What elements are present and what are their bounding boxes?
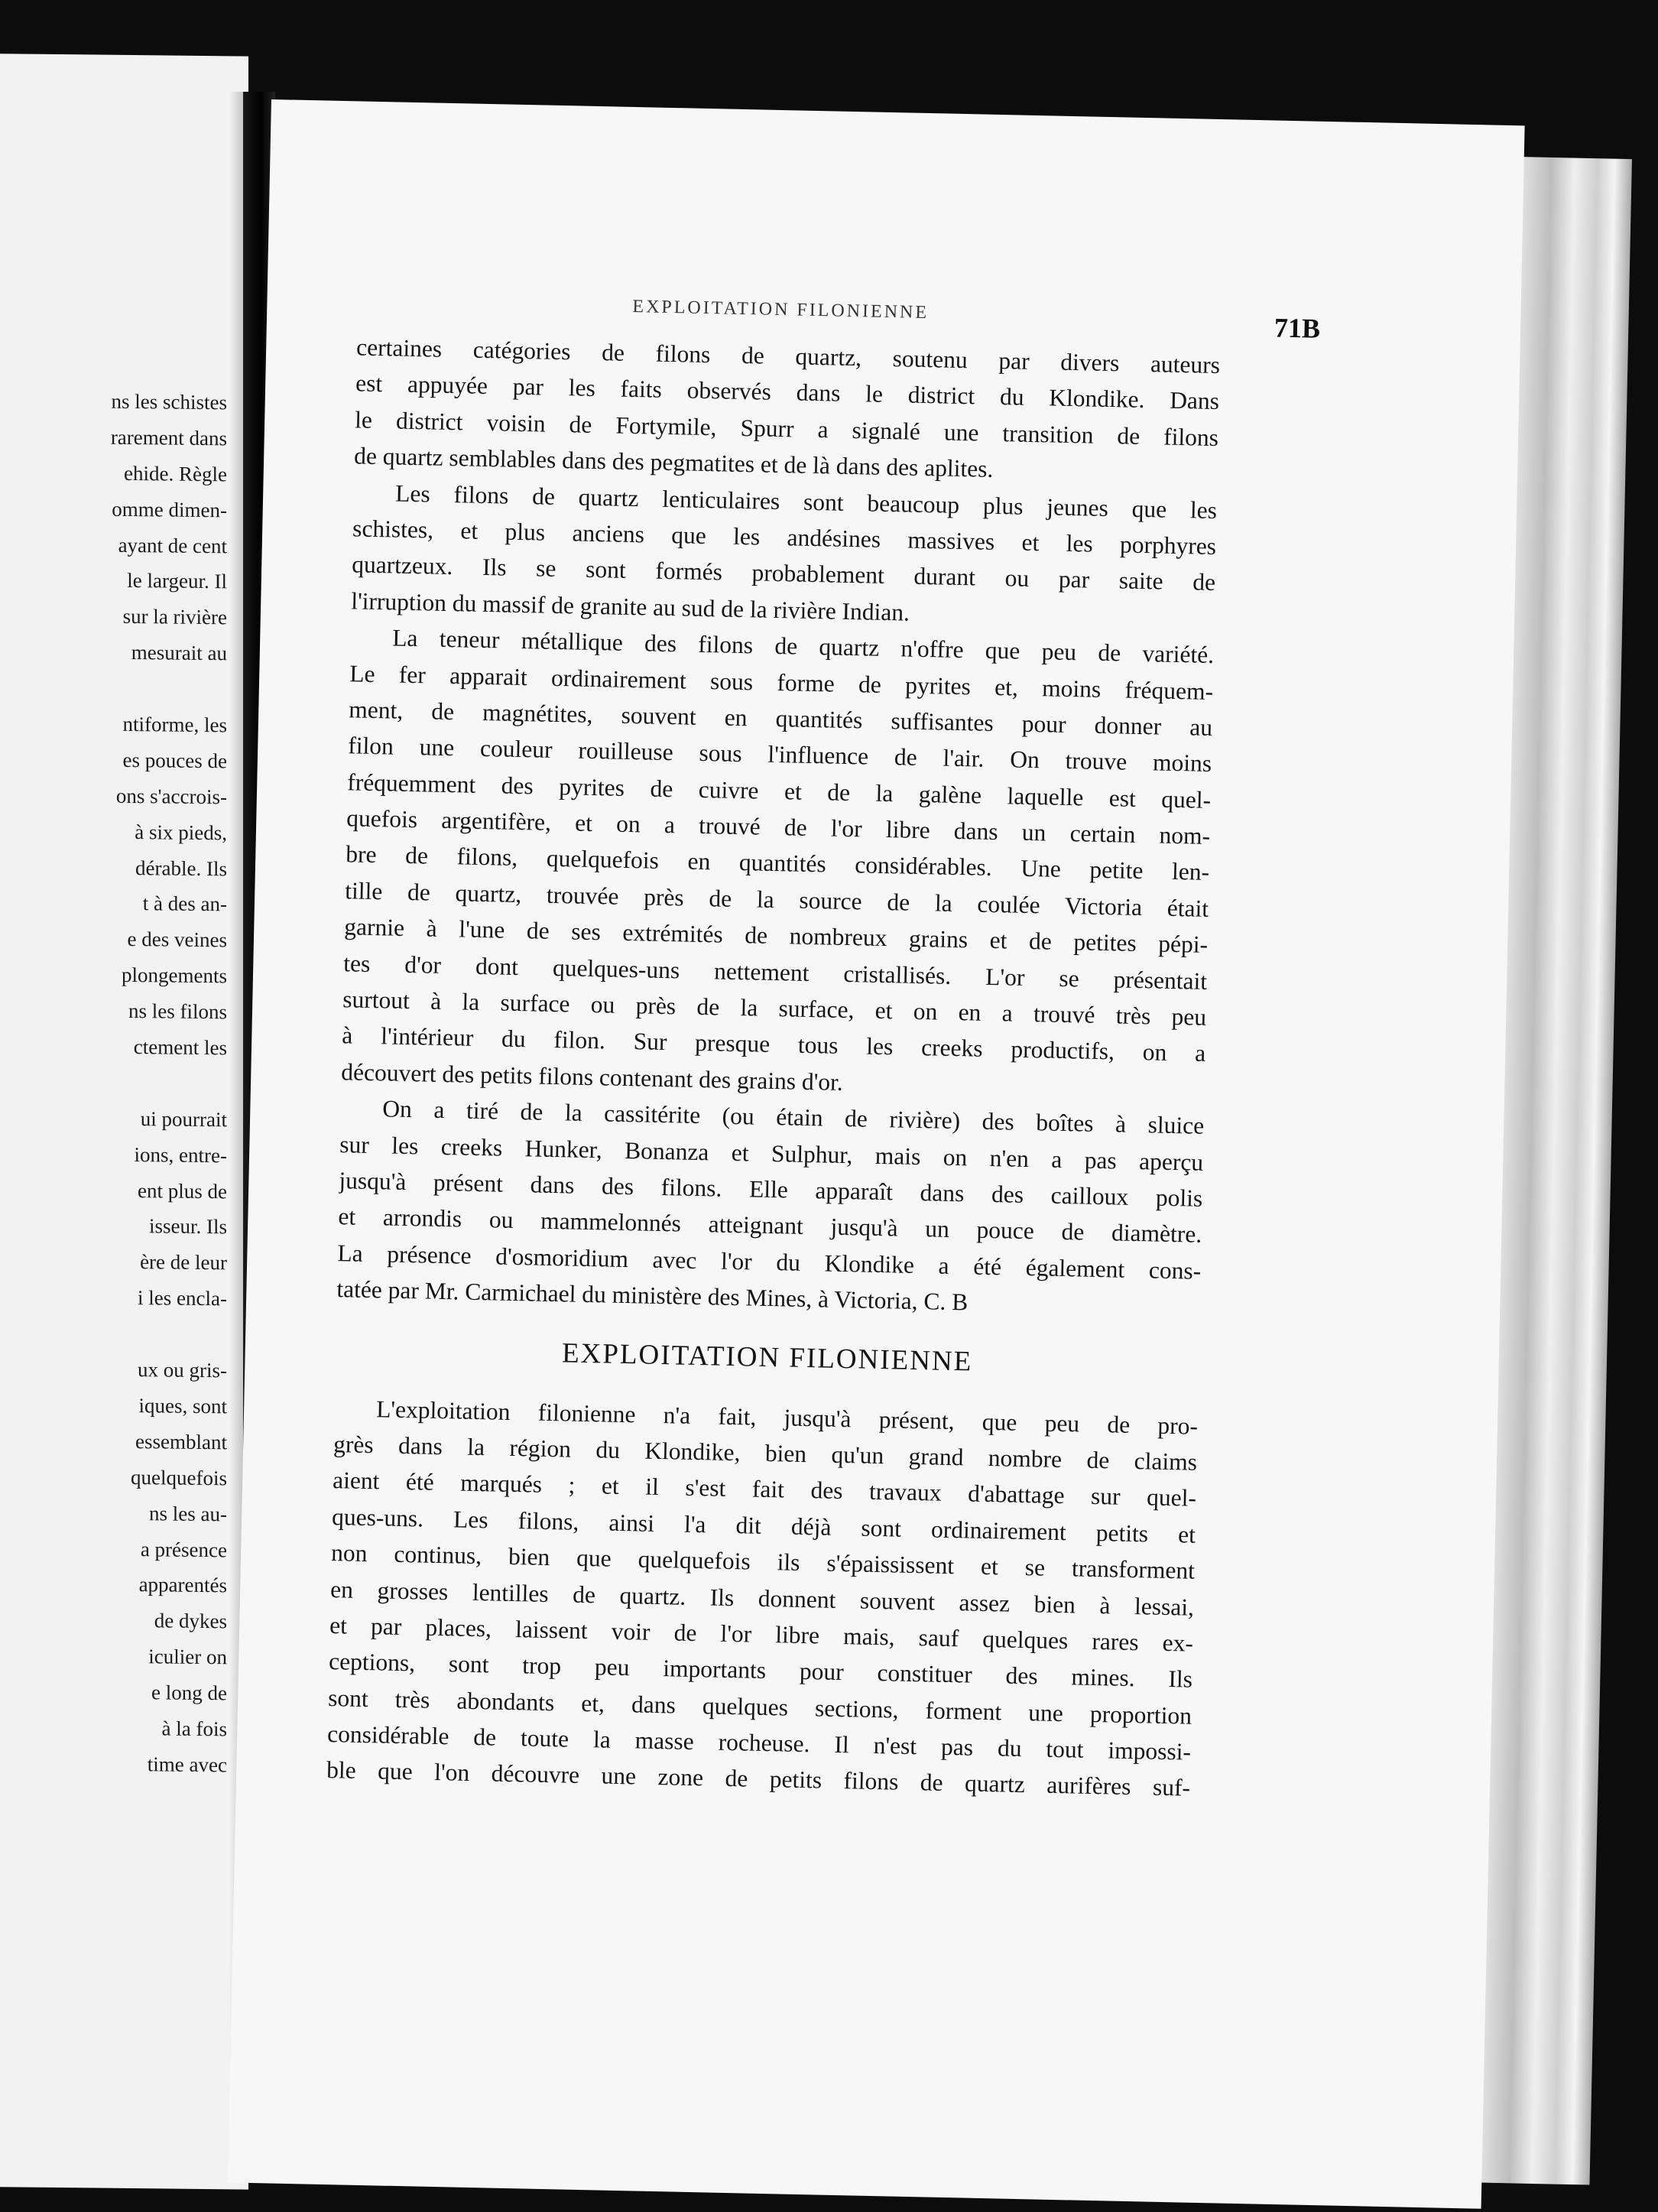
facing-text-line: essemblant [135, 1429, 227, 1454]
facing-text-line: ns les filons [128, 999, 227, 1024]
facing-text-line: e long de [151, 1681, 227, 1705]
text-line: quefois argentifère, et on a trouvé de l'or libre dans un certain nom- [346, 804, 1211, 850]
facing-text-line: e des veines [127, 927, 227, 952]
text-line: non continus, bien que quelquefois ils s'épaississent et se transforment [330, 1539, 1196, 1584]
text-line: est appuyée par les faits observés dans le district du Klondike. Dans [355, 369, 1220, 415]
facing-text-line [0, 1314, 227, 1353]
facing-text-line: mesurait au [131, 641, 227, 665]
facing-text-line [0, 1064, 227, 1102]
book-page [228, 99, 1525, 2209]
text-line: et arrondis ou mammelonnés atteignant jusqu'à un pouce de diamètre. [338, 1203, 1202, 1249]
text-line: jusqu'à présent dans des filons. Elle apparaît dans des cailloux polis [339, 1167, 1203, 1212]
text-line: considérable de toute la masse rocheuse. Il n'est pas du tout impossi- [326, 1720, 1192, 1765]
facing-text-line: ctement les [133, 1035, 227, 1060]
text-line: aient été marqués ; et il s'est fait des travaux d'abattage sur quel- [332, 1467, 1197, 1512]
facing-text-line: omme dimen- [112, 497, 227, 521]
text-line: grès dans la région du Klondike, bien qu'un grand nombre de claims [333, 1431, 1198, 1476]
text-line: en grosses lentilles de quartz. Ils donnent souvent assez bien à lessai, [329, 1575, 1195, 1621]
facing-text-line: a présence [140, 1537, 227, 1561]
page-text-block [326, 284, 1321, 1802]
text-line: fréquemment des pyrites de cuivre et de la galène laquelle est quel- [346, 768, 1212, 814]
facing-text-line: iculier on [148, 1645, 227, 1669]
facing-text-line: à six pieds, [135, 820, 227, 845]
facing-page-text [0, 382, 227, 1783]
text-line: filon une couleur rouilleuse sous l'influence de l'air. On trouve moins [347, 732, 1212, 778]
facing-text-line: de dykes [154, 1609, 227, 1633]
text-line: tille de quartz, trouvée près de la source de la coulée Victoria était [344, 877, 1209, 922]
text-line: de quartz semblables dans des pegmatites et de là dans des aplites. [353, 442, 994, 483]
facing-text-line: iques, sont [138, 1394, 227, 1418]
facing-text-line: i les encla- [138, 1286, 227, 1311]
text-line: certaines catégories de filons de quartz, soutenu par divers auteurs [355, 333, 1221, 379]
body-text [326, 329, 1221, 1806]
text-line: La teneur métallique des filons de quartz n'offre que peu de variété. [391, 624, 1215, 669]
facing-text-line: quelquefois [131, 1465, 227, 1490]
text-line: L'exploitation filonienne n'a fait, jusqu'à présent, que peu de pro- [375, 1395, 1199, 1440]
text-line: On a tiré de la cassitérite (ou étain de rivière) des boîtes à sluice [382, 1095, 1205, 1140]
text-line: quartzeux. Ils se sont formés probablement durant ou par saite de [351, 551, 1216, 596]
facing-text-line: es pouces de [122, 748, 227, 773]
text-line: La présence d'osmoridium avec l'or du Klondike a été également cons- [337, 1239, 1202, 1285]
text-line: sur les creeks Hunker, Bonanza et Sulphur, mais on n'en a pas aperçu [339, 1130, 1204, 1176]
facing-text-line: ère de leur [140, 1250, 227, 1275]
text-line: schistes, et plus anciens que les andésines massives et les porphyres [352, 515, 1217, 560]
text-line: ceptions, sont trop peu importants pour constituer des mines. Ils [328, 1648, 1193, 1693]
text-line: bre de filons, quelquefois en quantités considérables. Une petite len- [345, 840, 1210, 886]
text-line: tes d'or dont quelques-uns nettement cristallisés. L'or se présentait [343, 949, 1208, 995]
text-line: ble que l'on découvre une zone de petits filons de quartz aurifères suf- [326, 1756, 1191, 1802]
text-line: garnie à l'une de ses extrémités de nombreux grains et de petites pépi- [343, 913, 1209, 959]
section-heading: EXPLOITATION FILONIENNE [561, 1337, 973, 1378]
text-line: à l'intérieur du filon. Sur presque tous les creeks productifs, on a [342, 1022, 1206, 1067]
facing-text-line: ux ou gris- [138, 1358, 227, 1382]
text-line: et par places, laissent voir de l'or libre mais, sauf quelques rares ex- [329, 1611, 1194, 1657]
facing-text-line: le largeur. Il [127, 569, 227, 593]
facing-text-line: ntiforme, les [122, 712, 227, 737]
text-line: sont très abondants et, dans quelques sections, forment une proportion [327, 1684, 1192, 1730]
facing-text-line: ent plus de [138, 1178, 227, 1203]
facing-text-line: ons s'accrois- [115, 784, 227, 809]
facing-text-line: time avec [147, 1752, 227, 1777]
facing-text-line: plongements [122, 963, 227, 988]
facing-text-line: ions, entre- [134, 1142, 227, 1168]
facing-text-line: ayant de cent [118, 533, 227, 557]
text-line: surtout à la surface ou près de la surface, et on en a trouvé très peu [342, 986, 1207, 1031]
text-line: tatée par Mr. Carmichael du ministère des Mines, à Victoria, C. B [336, 1275, 969, 1316]
facing-text-line [0, 669, 227, 707]
facing-text-line: rarement dans [110, 425, 227, 450]
facing-text-line: apparentés [138, 1573, 227, 1597]
text-line: Le fer apparait ordinairement sous forme de pyrites et, moins fréquem- [349, 659, 1214, 705]
facing-text-line: ehide. Règle [124, 461, 227, 486]
text-line: ques-uns. Les filons, ainsi l'a dit déjà sont ordinairement petits et [331, 1502, 1196, 1548]
text-line: l'irruption du massif de granite au sud de la rivière Indian. [350, 587, 910, 626]
text-line: le district voisin de Fortymile, Spurr a signalé une transition de filons [354, 406, 1219, 451]
text-line: découvert des petits filons contenant des grains d'or. [341, 1058, 844, 1096]
facing-text-line: à la fois [161, 1717, 227, 1741]
text-line: Les filons de quartz lenticulaires sont beaucoup plus jeunes que les [394, 479, 1218, 524]
page-number: 71B [1274, 312, 1321, 344]
facing-text-line: sur la rivière [122, 605, 227, 629]
facing-text-line: isseur. Ils [148, 1214, 227, 1239]
facing-text-line: ui pourrait [140, 1106, 227, 1132]
facing-text-line: ns les au- [149, 1501, 227, 1525]
running-title: EXPLOITATION FILONIENNE [632, 296, 930, 323]
facing-text-line: t à des an- [142, 892, 227, 916]
text-line: ment, de magnétites, souvent en quantités suffisantes pour donner au [348, 696, 1213, 741]
facing-text-line: ns les schistes [111, 389, 227, 414]
facing-page [0, 54, 248, 2190]
facing-text-line: dérable. Ils [135, 856, 227, 880]
